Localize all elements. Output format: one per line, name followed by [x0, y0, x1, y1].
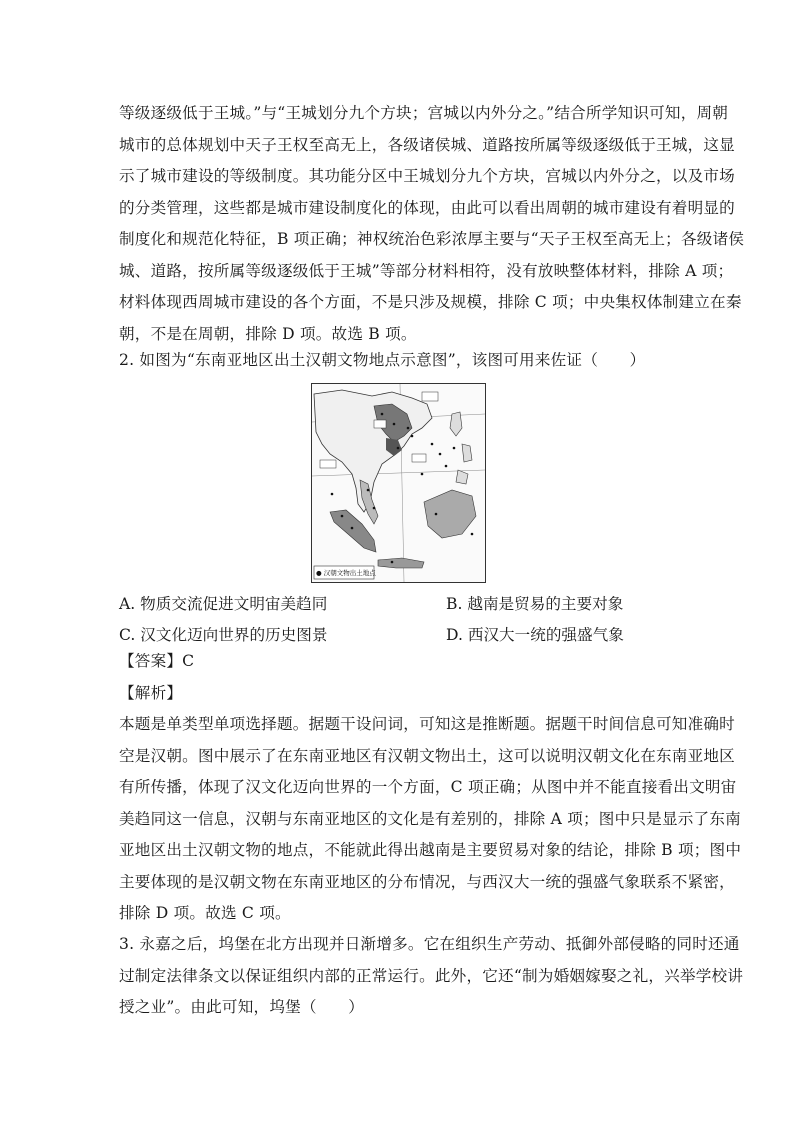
map-legend: ● 汉朝文物出土地点 — [316, 569, 376, 577]
question-3-stem — [119, 929, 744, 1024]
text-line: 制度化和规范化特征，B 项正确；神权统治色彩浓厚主要与“天子王权至高无上；各级诸侯 — [119, 230, 745, 248]
text-line: 美趋同这一信息，汉朝与东南亚地区的文化是有差别的，排除 A 项；图中只是显示了东南 — [119, 809, 741, 828]
text-line: 的分类管理，这些都是城市建设制度化的体现，由此可以看出周朝的城市建设有着明显的 — [119, 198, 735, 217]
text-line: 材料体现西周城市建设的各个方面，不是只涉及规模，排除 C 项；中央集权体制建立在秦 — [119, 293, 742, 311]
option-d[interactable]: D. 西汉大一统的强盛气象 — [446, 626, 624, 644]
option-c[interactable]: C. 汉文化迈向世界的历史图景 — [119, 626, 328, 644]
answer-block — [119, 646, 742, 930]
answer-label: 【答案】C — [119, 652, 195, 670]
text-line: 空是汉朝。图中展示了在东南亚地区有汉朝文物出土，这可以说明汉朝文化在东南亚地区 — [119, 746, 735, 765]
text-line: 过制定法律条文以保证组织内部的正常运行。此外，它还“制为婚姻嫁娶之礼，兴举学校讲 — [119, 966, 744, 985]
southeast-asia-map-figure — [311, 383, 486, 583]
map-drawing — [312, 384, 485, 582]
text-line: 城市的总体规划中天子王权至高无上，各级诸侯城、道路按所属等级逐级低于王城，这显 — [119, 135, 735, 154]
text-line: 示了城市建设的等级制度。其功能分区中王城划分九个方块，宫城以内外分之，以及市场 — [119, 167, 735, 185]
analysis-heading: 【解析】 — [119, 683, 183, 702]
option-b[interactable]: B. 越南是贸易的主要对象 — [446, 595, 624, 613]
question-text: 2. 如图为“东南亚地区出土汉朝文物地点示意图”，该图可用来佐证（ ） — [119, 351, 646, 369]
text-line: 主要体现的是汉朝文物在东南亚地区的分布情况，与西汉大一统的强盛气象联系不紧密， — [119, 872, 735, 891]
text-line: 本题是单类型单项选择题。据题干设问词，可知这是推断题。据题干时间信息可知准确时 — [119, 715, 735, 733]
text-line: 授之业”。由此可知，坞堡（ ） — [119, 998, 365, 1016]
text-line: 城、道路，按所属等级逐级低于王城”等部分材料相符，没有放映整体材料，排除 A 项； — [119, 261, 734, 280]
text-line: 3. 永嘉之后，坞堡在北方出现并日渐增多。它在组织生产劳动、抵御外部侵略的同时还通 — [119, 935, 740, 953]
text-line: 排除 D 项。故选 C 项。 — [119, 904, 291, 922]
analysis-paragraph-q1 — [119, 98, 745, 350]
text-line: 等级逐级低于王城。”与“王城划分九个方块；宫城以内外分之。”结合所学知识可知，周朝 — [119, 104, 729, 122]
option-a[interactable]: A. 物质交流促进文明宙美趋同 — [119, 595, 328, 613]
text-line: 亚地区出土汉朝文物的地点，不能就此得出越南是主要贸易对象的结论，排除 B 项；图中 — [119, 841, 742, 859]
text-line: 有所传播，体现了汉文化迈向世界的一个方面，C 项正确；从图中并不能直接看出文明宙 — [119, 778, 737, 796]
text-line: 朝，不是在周朝，排除 D 项。故选 B 项。 — [119, 324, 417, 343]
question-2-stem — [119, 345, 691, 377]
